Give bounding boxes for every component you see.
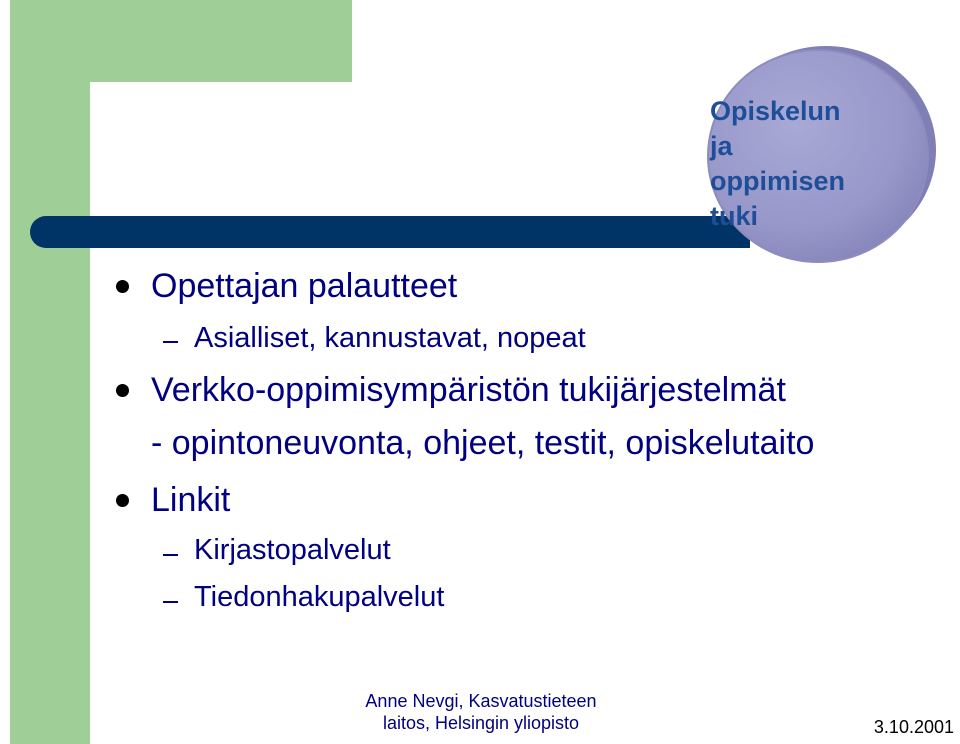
footer-author	[300, 690, 662, 734]
footer-author-line: laitos, Helsingin yliopisto	[382, 713, 580, 733]
list-item: Linkit	[151, 481, 231, 519]
list-item: Asialliset, kannustavat, nopeat	[194, 322, 586, 354]
list-item: - opintoneuvonta, ohjeet, testit, opiskelutaito	[151, 424, 815, 462]
list-item: Tiedonhakupalvelut	[194, 581, 445, 613]
bullet-icon	[116, 280, 129, 293]
footer-author-line: Anne Nevgi, Kasvatustieteen	[365, 691, 597, 711]
footer-date: 3.10.2001	[873, 717, 954, 737]
list-item: Verkko-oppimisympäristön tukijärjestelmät	[151, 371, 786, 409]
dash-icon	[163, 341, 178, 343]
bullet-icon	[116, 384, 129, 397]
bullet-icon	[116, 494, 129, 507]
dash-icon	[163, 554, 178, 556]
badge-line: tuki	[710, 201, 759, 231]
list-item: Kirjastopalvelut	[194, 534, 391, 566]
dash-icon	[163, 601, 178, 603]
list-item: Opettajan palautteet	[151, 267, 458, 305]
badge-line: oppimisen	[710, 166, 846, 196]
badge-line: Opiskelun	[710, 96, 841, 126]
badge-line: ja	[710, 131, 733, 161]
